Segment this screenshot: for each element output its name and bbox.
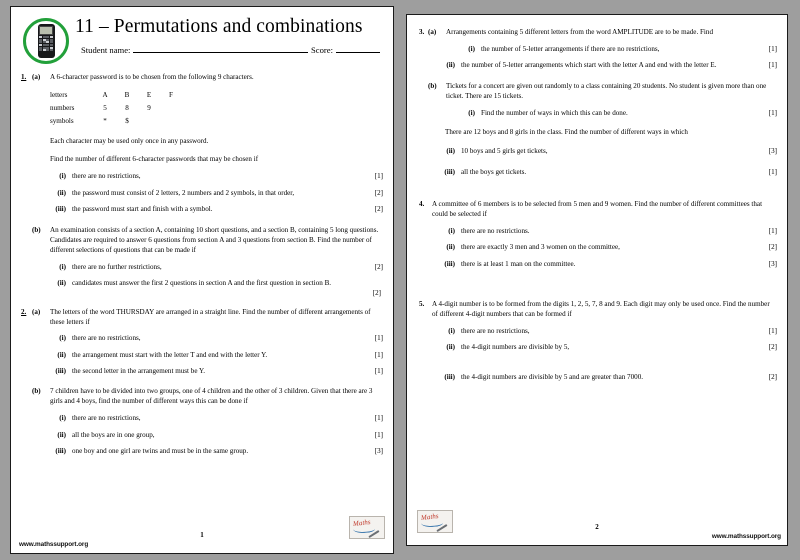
item-roman: (ii) (57, 350, 66, 359)
item-text: the 4-digit numbers are divisible by 5 and are greater than 7000. (461, 373, 644, 382)
item-roman: (i) (468, 44, 475, 53)
cell: 9 (147, 104, 151, 113)
item-marks: [1] (768, 168, 777, 176)
question-4-item-ii (415, 242, 777, 252)
question-2 (19, 307, 383, 457)
mathssupport-badge-icon: Maths (349, 516, 385, 539)
cell: * (103, 117, 107, 126)
question-2b-item-i (19, 413, 383, 423)
cell-empty (160, 102, 182, 115)
row-label-letters: letters (50, 91, 68, 100)
item-roman: (iii) (444, 168, 455, 176)
item-text: Find the number of ways in which this can be done. (481, 108, 628, 117)
item-roman: (iii) (55, 447, 66, 456)
question-3 (415, 27, 777, 177)
row-label-numbers: numbers (50, 104, 75, 113)
question-3b-item-ii (415, 146, 777, 156)
item-text: there are exactly 3 men and 3 women on the committee, (461, 243, 620, 252)
question-3b-stem: Tickets for a concert are given out randomly to a class containing 20 students. No student is given more than one ticket. There are 15 tickets. (446, 82, 767, 101)
item-marks: [1] (768, 326, 777, 335)
score-field[interactable] (336, 44, 380, 53)
question-1b-label: (b) (32, 226, 41, 235)
item-roman: (ii) (57, 279, 66, 288)
item-text: the number of 5-letter arrangements if there are no restrictions, (481, 44, 660, 53)
page-title: 11 – Permutations and combinations (75, 16, 363, 37)
item-roman: (ii) (57, 188, 66, 197)
item-text: there are no restrictions, (72, 172, 141, 181)
question-4-stem: A committee of 6 members is to be selected from 5 men and 9 women. Find the number of different committees that could be selected if (432, 200, 763, 219)
item-marks: [2] (768, 343, 777, 352)
item-roman: (i) (448, 226, 455, 235)
question-1a-item-ii (19, 188, 383, 198)
mathssupport-badge-icon: Maths (417, 510, 453, 533)
item-marks: [1] (768, 61, 777, 70)
question-2a-stem: The letters of the word THURSDAY are arranged in a straight line. Find the number of different arrangements of these letters if (50, 307, 371, 326)
question-2b (19, 386, 383, 406)
student-name-label: Student name: (81, 45, 131, 56)
item-roman: (i) (59, 334, 66, 343)
item-roman: (i) (468, 108, 475, 117)
item-marks: [2] (374, 205, 383, 214)
question-3a-label: (a) (428, 28, 437, 36)
table-row (50, 115, 182, 128)
item-roman: (iii) (444, 373, 455, 382)
item-text: there is at least 1 man on the committee. (461, 259, 576, 268)
item-roman: (iii) (444, 259, 455, 268)
item-text: there are no restrictions, (72, 334, 141, 343)
item-roman: (ii) (446, 243, 455, 252)
question-2a-item-iii (19, 366, 383, 376)
score-label: Score: (311, 45, 333, 56)
student-name-field[interactable] (133, 44, 308, 53)
item-text: the 4-digit numbers are divisible by 5, (461, 343, 570, 352)
question-2-number: 2. (21, 307, 27, 316)
page-header (19, 13, 383, 64)
question-5-stem: A 4-digit number is to be formed from the digits 1, 2, 5, 7, 8 and 9. Each digit may only be used once. Find the number of different 4-digit numbers that can be formed if (432, 299, 770, 318)
item-roman: (i) (59, 262, 66, 271)
question-2a-item-ii (19, 350, 383, 360)
question-3b (415, 81, 777, 101)
item-marks: [1] (374, 430, 383, 439)
item-text: there are no restrictions. (461, 226, 530, 235)
item-roman: (ii) (446, 343, 455, 352)
item-marks: [3] (768, 146, 777, 155)
question-5-number: 5. (419, 299, 425, 308)
cell: A (102, 91, 108, 100)
page-number: 1 (200, 531, 204, 539)
question-3b-item-i (415, 108, 777, 118)
question-1a-note-1: Each character may be used only once in any password. (50, 137, 209, 146)
item-text: there are no further restrictions, (72, 262, 162, 271)
item-roman: (i) (59, 413, 66, 422)
graphing-calculator-icon (23, 18, 69, 64)
question-3a-stem: Arrangements containing 5 different letters from the word AMPLITUDE are to be made. Find (446, 28, 713, 36)
question-3b-mid-stem: There are 12 boys and 8 girls in the class. Find the number of different ways in which (445, 127, 688, 136)
cell: B (124, 91, 130, 100)
question-3a-item-i (415, 44, 777, 54)
question-4-item-iii (415, 259, 777, 269)
item-roman: (ii) (446, 61, 455, 70)
question-3a-item-ii (415, 60, 777, 70)
item-marks: [2] (768, 373, 777, 382)
page-2-footer (407, 499, 787, 545)
question-4-item-i (415, 226, 777, 236)
item-marks: [2] (768, 243, 777, 252)
question-2b-item-ii (19, 430, 383, 440)
item-text: the password must start and finish with a symbol. (72, 205, 213, 214)
item-roman: (ii) (446, 146, 455, 155)
item-marks: [3] (374, 447, 383, 456)
question-1a-stem: A 6-character password is to be chosen from the following 9 characters. (50, 73, 254, 81)
item-marks: [1] (374, 350, 383, 359)
worksheet-page-2 (406, 14, 788, 546)
item-marks: [1] (374, 334, 383, 343)
question-2a-item-i (19, 333, 383, 343)
question-2b-label: (b) (32, 387, 41, 396)
question-1b-item-ii-marks: [2] (372, 288, 381, 297)
item-roman: (ii) (57, 430, 66, 439)
item-text: one boy and one girl are twins and must be in the same group. (72, 447, 249, 456)
student-info-row (75, 44, 383, 55)
item-marks: [1] (768, 44, 777, 53)
question-1a-label: (a) (32, 73, 41, 81)
cell: 5 (103, 104, 107, 113)
footer-url[interactable]: www.mathssupport.org (19, 541, 89, 548)
cell: F (169, 91, 173, 100)
character-table (50, 89, 182, 127)
question-1b-item-ii (19, 278, 383, 288)
item-marks: [1] (768, 108, 777, 117)
item-text: 10 boys and 5 girls get tickets, (461, 146, 548, 155)
question-5 (415, 299, 777, 382)
item-marks: [3] (768, 259, 777, 268)
item-text: there are no restrictions, (72, 413, 141, 422)
item-marks: [1] (374, 413, 383, 422)
question-2a-label: (a) (32, 307, 41, 316)
item-marks: [1] (768, 226, 777, 235)
item-roman: (iii) (55, 205, 66, 214)
question-5-item-iii (415, 372, 777, 382)
question-5-item-ii (415, 342, 777, 352)
item-text: there are no restrictions, (461, 326, 530, 335)
cell-empty (138, 115, 160, 128)
question-4-number: 4. (419, 200, 425, 209)
question-1a-note-2: Find the number of different 6-character passwords that may be chosen if (50, 155, 259, 164)
worksheet-page-1 (10, 6, 394, 554)
question-1b-stem: An examination consists of a section A, containing 10 short questions, and a section B, containing 5 long questions. Candidates are required to answer 6 questions from section A and 3 questions from section B. Find the number of different selections of questions that can be made if (50, 226, 379, 255)
item-text: the password must consist of 2 letters, 2 numbers and 2 symbols, in that order, (72, 188, 295, 197)
item-text: the number of 5-letter arrangements which start with the letter A and end with the letter E. (461, 61, 717, 70)
question-1b-item-i (19, 262, 383, 272)
item-roman: (iii) (55, 367, 66, 376)
cell: 8 (125, 104, 129, 113)
question-5-item-i (415, 326, 777, 336)
question-1 (19, 72, 383, 297)
item-marks: [1] (374, 367, 383, 376)
question-4 (415, 199, 777, 269)
question-2b-item-iii (19, 446, 383, 456)
item-text: all the boys get tickets. (461, 168, 527, 176)
item-roman: (i) (448, 326, 455, 335)
question-1a-item-i (19, 171, 383, 181)
question-3b-item-iii (415, 167, 777, 177)
question-3-number: 3. (419, 28, 425, 36)
footer-url[interactable]: www.mathssupport.org (711, 533, 781, 540)
item-marks: [2] (374, 262, 383, 271)
question-3b-label: (b) (428, 82, 437, 91)
cell: $ (125, 117, 129, 126)
item-text: candidates must answer the first 2 questions in section A and the first question in section B. (72, 279, 332, 288)
table-row (50, 89, 182, 102)
item-text: the arrangement must start with the letter T and end with the letter Y. (72, 350, 268, 359)
item-text: all the boys are in one group, (72, 430, 155, 439)
item-marks: [1] (374, 172, 383, 181)
item-marks: [2] (374, 188, 383, 197)
question-2b-stem: 7 children have to be divided into two groups, one of 4 children and the other of 3 children. Given that there are 3 girls and 4 boys, find the number of different ways this can be done if (50, 387, 373, 406)
question-1-number: 1. (21, 73, 27, 81)
row-label-symbols: symbols (50, 117, 74, 126)
cell: E (146, 91, 152, 100)
question-1a-item-iii (19, 204, 383, 214)
cell-empty (160, 115, 182, 128)
page-number: 2 (595, 523, 599, 531)
question-1b (19, 225, 383, 255)
item-text: the second letter in the arrangement must be Y. (72, 367, 205, 376)
page-1-footer (11, 507, 393, 553)
table-row (50, 102, 182, 115)
item-roman: (i) (59, 172, 66, 181)
